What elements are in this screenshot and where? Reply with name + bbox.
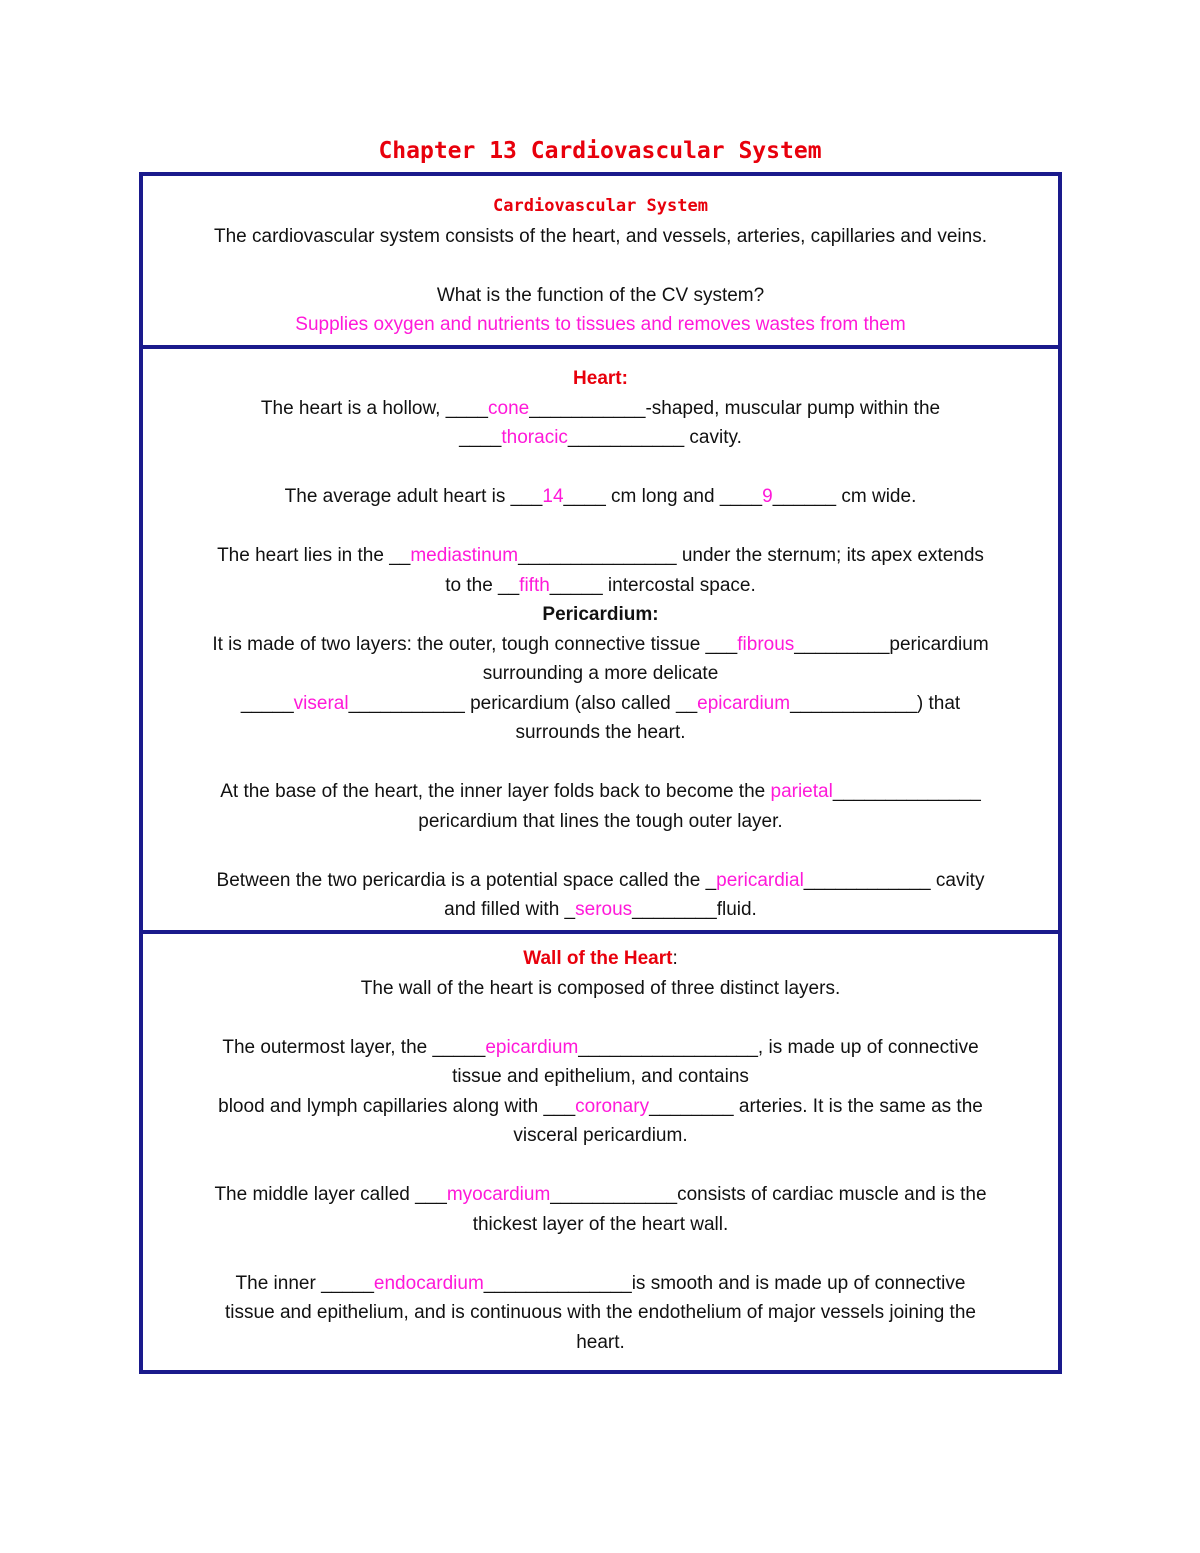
text-line: to the __fifth_____ intercostal space. — [445, 574, 756, 596]
text-line: surrounding a more delicate — [482, 663, 719, 684]
text-line: tissue and epithelium, and is continuous with the endothelium of major vessels joining the — [225, 1302, 976, 1323]
answer-blank: myocardium — [446, 1184, 551, 1205]
answer-blank: parietal — [770, 781, 833, 802]
text-line: The heart is a hollow, ____cone___________-shaped, muscular pump within the — [260, 397, 941, 419]
answer-blank: epicardium — [697, 692, 791, 714]
answer: Supplies oxygen and nutrients to tissues and removes wastes from them — [295, 314, 906, 335]
answer-blank: epicardium — [485, 1036, 579, 1058]
section-heart — [143, 345, 1058, 930]
answer-blank: coronary — [575, 1095, 650, 1117]
section-cardiovascular-system — [143, 176, 1058, 345]
question: What is the function of the CV system? — [436, 284, 765, 306]
text-line: heart. — [576, 1331, 625, 1353]
text-line: pericardium that lines the tough outer layer. — [418, 810, 783, 832]
text-line: blood and lymph capillaries along with ___coronary________ arteries. It is the same as the — [218, 1095, 983, 1117]
text-line: Between the two pericardia is a potential space called the _pericardial____________ cavity — [216, 869, 985, 891]
text-line: ____thoracic___________ cavity. — [459, 427, 742, 448]
answer-blank: mediastinum — [410, 545, 519, 566]
text-line: and filled with _serous________fluid. — [444, 899, 757, 920]
text-line: The inner _____endocardium______________is smooth and is made up of connective — [235, 1272, 966, 1294]
text-line: tissue and epithelium, and contains — [452, 1066, 749, 1087]
text-line: It is made of two layers: the outer, tough connective tissue ___fibrous_________pericardium — [212, 633, 989, 655]
answer-blank: pericardial — [716, 869, 804, 891]
paragraph: The cardiovascular system consists of the heart, and vessels, arteries, capillaries and veins. — [213, 225, 988, 247]
text-line: The wall of the heart is composed of three distinct layers. — [360, 977, 841, 999]
answer-blank: cone — [488, 397, 530, 419]
text-line: _____viseral___________ pericardium (also called __epicardium____________) that — [240, 692, 961, 714]
answer-blank: viseral — [293, 692, 349, 714]
answer-blank: fifth — [519, 574, 550, 596]
section-heading: Cardiovascular System — [493, 196, 708, 216]
subheading-pericardium: Pericardium: — [542, 604, 659, 625]
answer-blank: serous — [575, 899, 633, 920]
answer-blank: endocardium — [373, 1272, 484, 1294]
answer-blank: thoracic — [501, 427, 568, 448]
worksheet-frame — [139, 172, 1062, 1374]
section-heading: Wall of the Heart: — [523, 948, 678, 969]
text-line: thickest layer of the heart wall. — [472, 1213, 729, 1235]
page-title: Chapter 13 Cardiovascular System — [378, 138, 822, 164]
text-line: surrounds the heart. — [515, 722, 686, 743]
answer-blank: 14 — [542, 486, 564, 507]
text-line: visceral pericardium. — [513, 1125, 688, 1146]
text-line: The heart lies in the __mediastinum_______________ under the sternum; its apex extends — [217, 545, 984, 566]
section-heading: Heart: — [573, 368, 628, 389]
answer-blank: fibrous — [737, 633, 795, 655]
text-line: The average adult heart is ___14____ cm long and ____9______ cm wide. — [284, 486, 917, 507]
text-line: At the base of the heart, the inner layer folds back to become the parietal______________ — [220, 781, 981, 802]
section-wall-of-heart — [143, 930, 1058, 1370]
answer-blank: 9 — [762, 486, 773, 507]
text-line: The middle layer called ___myocardium____________consists of cardiac muscle and is the — [214, 1184, 987, 1205]
text-line: The outermost layer, the _____epicardium_________________, is made up of connective — [222, 1036, 979, 1058]
